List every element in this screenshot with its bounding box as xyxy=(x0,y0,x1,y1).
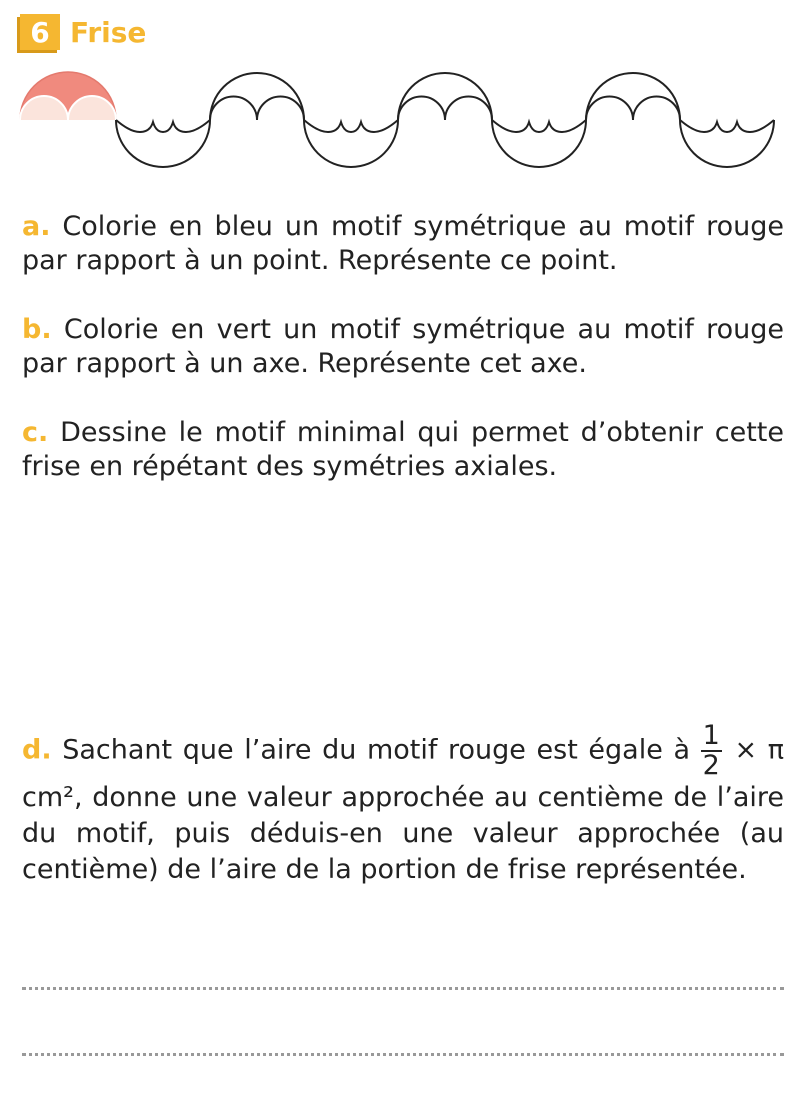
exercise-number-badge: 6 xyxy=(20,14,60,50)
fraction-denominator: 2 xyxy=(702,750,720,781)
question-a-label: a. xyxy=(22,211,51,242)
fraction-numerator: 1 xyxy=(702,720,720,751)
question-c-label: c. xyxy=(22,417,49,448)
frieze-figure xyxy=(18,70,788,180)
question-c xyxy=(22,416,784,484)
red-motif xyxy=(20,72,116,120)
question-d-text-start: Sachant que l’aire du motif rouge est égale à xyxy=(62,734,691,766)
question-c-text: Dessine le motif minimal qui permet d’obtenir cette frise en répétant des symétries axiales. xyxy=(22,417,784,482)
question-d-label: d. xyxy=(22,734,52,766)
question-b-text: Colorie en vert un motif symétrique au motif rouge par rapport à un axe. Représente cet axe. xyxy=(22,314,784,379)
answer-line-1[interactable] xyxy=(22,987,784,990)
exercise-header xyxy=(20,14,146,50)
question-b-label: b. xyxy=(22,314,52,345)
question-a xyxy=(22,210,784,278)
question-d xyxy=(22,722,784,888)
question-d-text-end: donne une valeur approchée au centième de l’aire du motif, puis déduis-en une valeur approchée (au centième) de l’aire de la portion de frise représentée. xyxy=(22,782,785,885)
question-b xyxy=(22,313,784,381)
question-a-text: Colorie en bleu un motif symétrique au motif rouge par rapport à un point. Représente ce point. xyxy=(22,211,784,276)
question-d-formula: × π cm², xyxy=(22,734,785,813)
frieze-outline xyxy=(116,73,774,167)
answer-line-2[interactable] xyxy=(22,1053,784,1056)
exercise-title: Frise xyxy=(70,15,147,49)
fraction-one-half xyxy=(701,722,722,780)
